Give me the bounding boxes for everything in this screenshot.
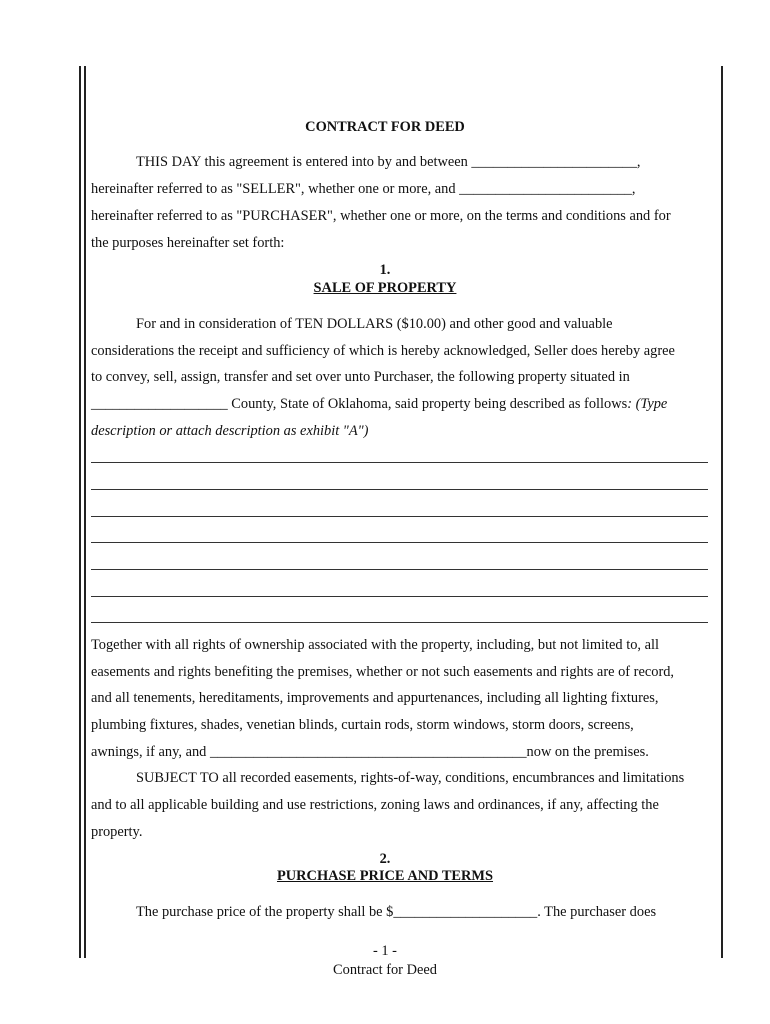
section-1-p1-line-2: considerations the receipt and sufficiency of which is hereby acknowledged, Seller does hereby agree [91, 343, 675, 359]
description-blank-line [91, 516, 708, 517]
section-1-p2-line-5: awnings, if any, and ____________________________________________now on the premises. [91, 744, 649, 760]
page-number: - 1 - [373, 943, 397, 959]
section-1-p1-line-4 [91, 397, 667, 411]
section-1-p2-line-2: easements and rights benefiting the premises, whether or not such easements and rights are of record, [91, 664, 675, 680]
description-blank-line [91, 542, 708, 543]
footer-label: Contract for Deed [333, 962, 437, 978]
description-blank-line [91, 569, 708, 570]
left-margin-rule [79, 66, 81, 958]
section-1-p1-line-3: to convey, sell, assign, transfer and set over unto Purchaser, the following property situated in [91, 369, 630, 385]
section-1-number: 1. [379, 262, 391, 278]
section-1-p1-line-5: description or attach description as exhibit "A") [91, 423, 369, 439]
section-1-p3-line-1: SUBJECT TO all recorded easements, rights-of-way, conditions, encumbrances and limitations [136, 770, 685, 786]
section-1-p2-line-1: Together with all rights of ownership associated with the property, including, but not limited to, all [91, 637, 659, 653]
section-2-line-1: The purchase price of the property shall be $____________________. The purchaser does [136, 904, 657, 920]
right-margin-rule [721, 66, 723, 958]
description-blank-line [91, 596, 708, 597]
section-2-heading: PURCHASE PRICE AND TERMS [276, 868, 494, 884]
section-1-p3-line-2: and to all applicable building and use restrictions, zoning laws and ordinances, if any, affecting the [91, 797, 659, 813]
intro-line-1: THIS DAY this agreement is entered into by and between _______________________, [136, 154, 641, 170]
section-2-number: 2. [379, 851, 391, 867]
description-blank-line [91, 462, 708, 463]
county-line-text: ___________________ County, State of Oklahoma, said property being described as follows [91, 396, 628, 412]
intro-line-2: hereinafter referred to as "SELLER", whether one or more, and ________________________, [91, 181, 636, 197]
left-margin-rule-inner [84, 66, 86, 958]
description-blank-line [91, 622, 708, 623]
section-1-p2-line-3: and all tenements, hereditaments, improvements and appurtenances, including all lighting fixtures, [91, 690, 659, 706]
document-title: CONTRACT FOR DEED [305, 119, 465, 135]
section-1-p1-line-1: For and in consideration of TEN DOLLARS ($10.00) and other good and valuable [136, 316, 613, 332]
section-1-p2-line-4: plumbing fixtures, shades, venetian blinds, curtain rods, storm windows, storm doors, screens, [91, 717, 634, 733]
type-description-note: : (Type [627, 396, 668, 412]
section-1-heading: SALE OF PROPERTY [313, 280, 457, 296]
section-1-p3-line-3: property. [91, 824, 143, 840]
description-blank-line [91, 489, 708, 490]
intro-line-3: hereinafter referred to as "PURCHASER", whether one or more, on the terms and conditions and for [91, 208, 671, 224]
intro-line-4: the purposes hereinafter set forth: [91, 235, 285, 251]
